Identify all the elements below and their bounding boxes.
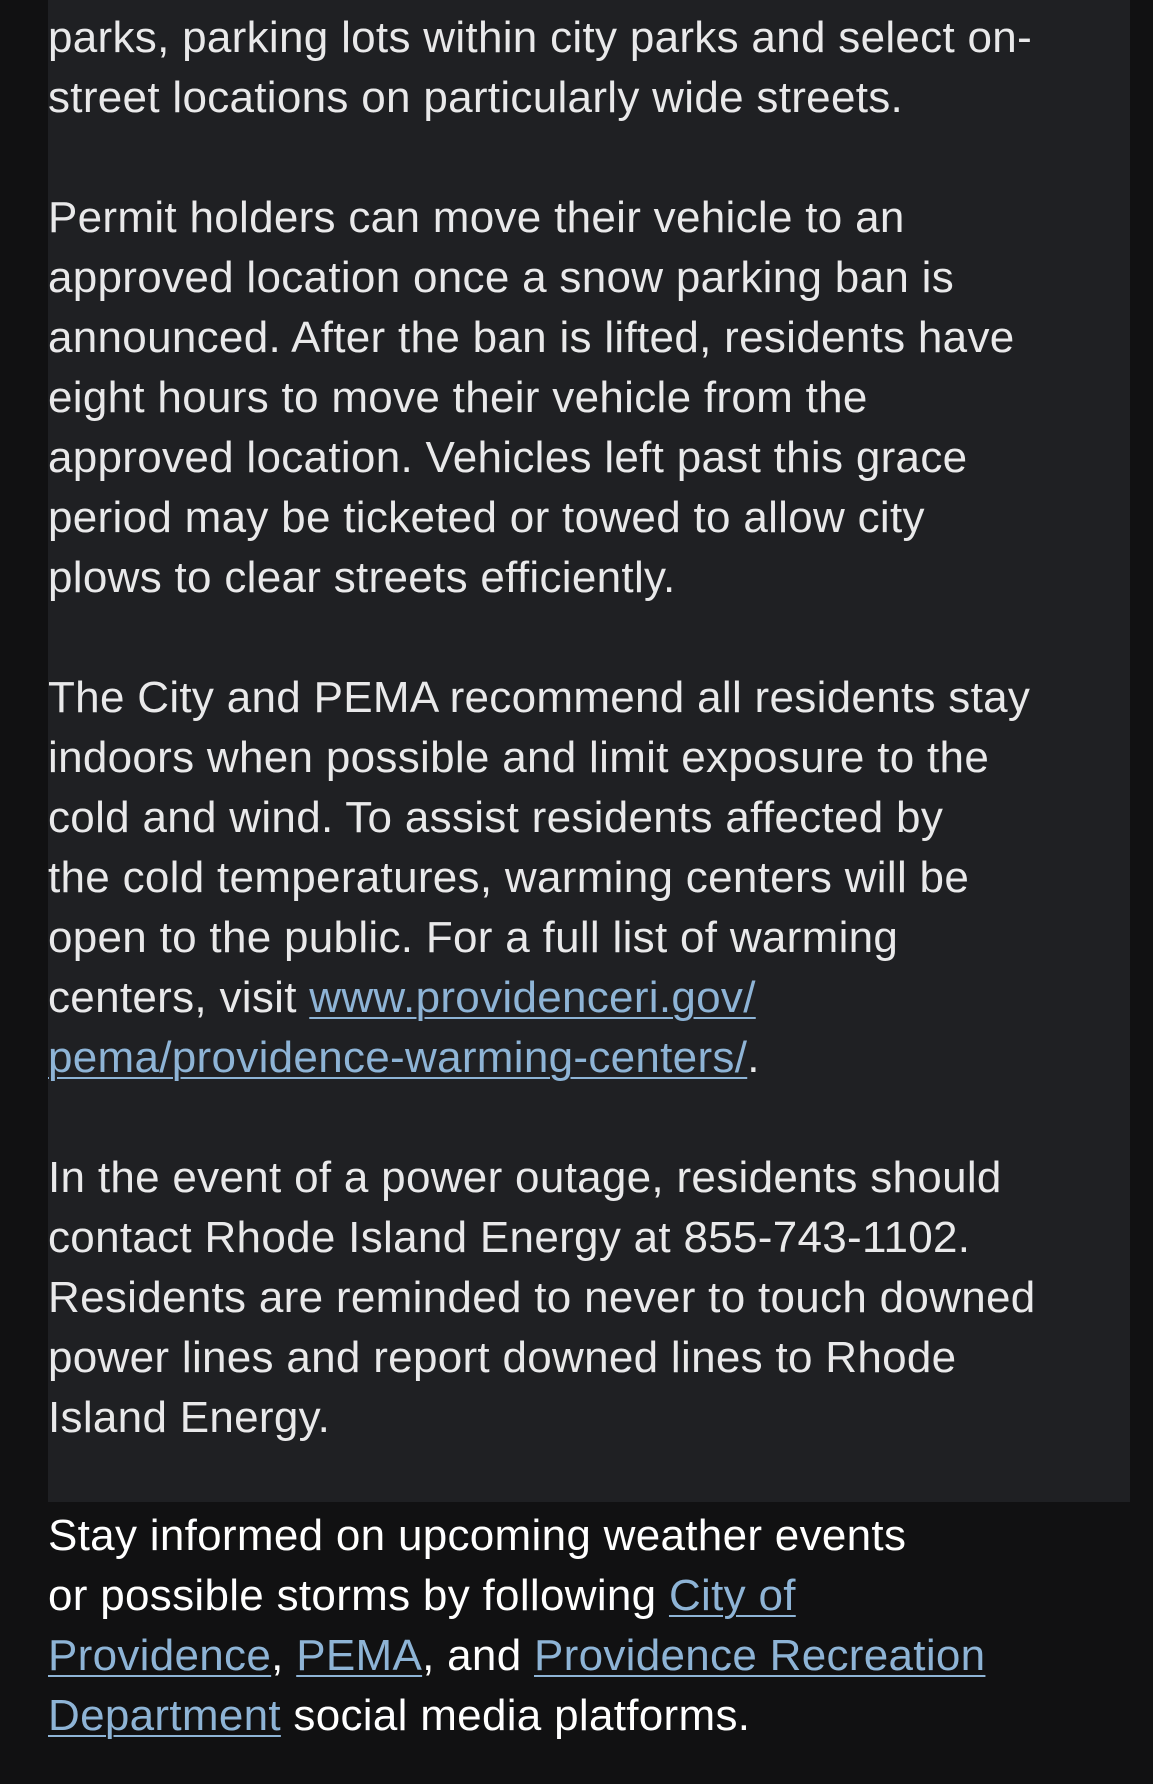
providence-recreation-link[interactable]: Providence Recreation <box>534 1631 986 1680</box>
text-line <box>48 1626 1148 1686</box>
text-line: parks, parking lots within city parks and select on- <box>48 13 1033 62</box>
text-line: plows to clear streets efficiently. <box>48 553 676 602</box>
text-line: eight hours to move their vehicle from the <box>48 373 868 422</box>
text-line: period may be ticketed or towed to allow city <box>48 493 925 542</box>
paragraph-power-outage <box>48 1148 1148 1448</box>
paragraph-warming-centers <box>48 668 1148 1088</box>
text-line: open to the public. For a full list of warming <box>48 913 899 962</box>
warming-centers-link-continued[interactable]: pema/providence-warming-centers/ <box>48 1033 748 1082</box>
text-fragment: , <box>271 1631 297 1680</box>
providence-recreation-link-continued[interactable]: Department <box>48 1691 281 1740</box>
paragraph-snow-locations <box>48 8 1148 128</box>
text-line: approved location. Vehicles left past this grace <box>48 433 968 482</box>
text-line <box>48 1686 1148 1746</box>
pema-link[interactable]: PEMA <box>296 1631 423 1680</box>
text-line: cold and wind. To assist residents affected by <box>48 793 944 842</box>
text-fragment: centers, visit <box>48 973 310 1022</box>
paragraph-permit-holders <box>48 188 1148 608</box>
text-line <box>48 1566 1148 1626</box>
text-fragment: . <box>747 1033 760 1082</box>
text-line: announced. After the ban is lifted, residents have <box>48 313 1015 362</box>
text-line: power lines and report downed lines to Rhode <box>48 1333 957 1382</box>
text-line: Permit holders can move their vehicle to an <box>48 193 905 242</box>
paragraph-stay-informed <box>48 1506 1148 1746</box>
text-fragment: , and <box>422 1631 534 1680</box>
text-line: Residents are reminded to never to touch downed <box>48 1273 1036 1322</box>
text-line: the cold temperatures, warming centers will be <box>48 853 970 902</box>
text-line: street locations on particularly wide streets. <box>48 73 904 122</box>
text-line <box>48 968 1148 1028</box>
text-line: Stay informed on upcoming weather events <box>48 1511 907 1560</box>
text-line: The City and PEMA recommend all residents stay <box>48 673 1031 722</box>
text-fragment: or possible storms by following <box>48 1571 669 1620</box>
text-line: In the event of a power outage, residents should <box>48 1153 1002 1202</box>
warming-centers-link[interactable]: www.providenceri.gov/ <box>309 973 756 1022</box>
text-fragment: social media platforms. <box>280 1691 751 1740</box>
text-line <box>48 1028 1148 1088</box>
city-of-providence-link[interactable]: City of <box>668 1571 796 1620</box>
left-margin <box>0 0 48 1784</box>
text-line: contact Rhode Island Energy at 855-743-1102. <box>48 1213 971 1262</box>
text-line: Island Energy. <box>48 1393 331 1442</box>
city-of-providence-link-continued[interactable]: Providence <box>48 1631 272 1680</box>
text-line: approved location once a snow parking ban is <box>48 253 955 302</box>
text-line: indoors when possible and limit exposure to the <box>48 733 990 782</box>
